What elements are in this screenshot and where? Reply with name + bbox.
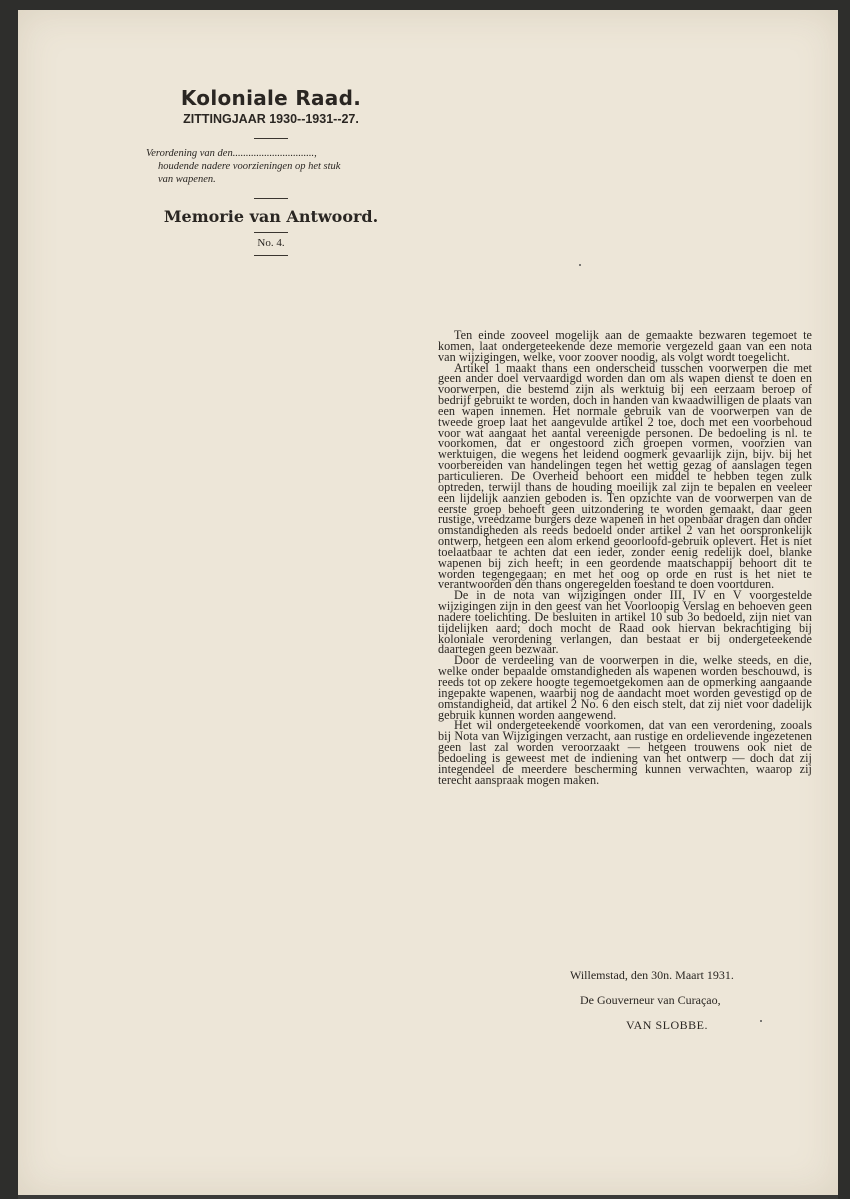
signature-block — [560, 968, 800, 1043]
body-paragraph: Ten einde zooveel mogelijk aan de gemaakte bezwaren tegemoet te komen, laat ondergeteekende deze memorie vergezeld gaan van een nota van wijzigingen, welke, voor zoover noodig, als volgt wordt toegelicht. — [438, 328, 812, 364]
ordinance-line: houdende nadere voorzieningen op het stuk — [158, 161, 341, 172]
scan-border-left — [0, 0, 18, 1199]
council-title: Koloniale Raad. — [180, 86, 362, 110]
body-paragraph: Artikel 1 maakt thans een onderscheid tusschen voorwerpen die met geen ander doel vervaardigd worden dan om als wapen dienst te doen en voorwerpen, die bestemd zijn als werktuig bij een eerzaam beroep of bedrijf gebruikt te worden, doch in handen van kwaadwilligen de plaats van een wapen innemen. Het normale gebruik van de voorwerpen van de tweede groep laat het aangevulde artikel 2 toe, doch met een voorbehoud voor wat aangaat het aantal vereenigde personen. De bedoeling is nl. te voorkomen, dat er ongestoord zich groepen vormen, voorzien van werktuigen, die wegens het leidend oogmerk gevaarlijk zijn, bijv. bij het voorbereiden van handelingen tegen het wettig gezag of aanslagen tegen particulieren. De Overheid behoort een middel te hebben tegen zulk optreden, terwijl thans de houding moeilijk zal zijn te bepalen en veeleer een lijdelijk aanzien geboden is. Ten opzichte van de voorwerpen van de eerste groep behoeft geen uitzondering te worden gemaakt, daar geen rustige, vreedzame burgers deze wapenen in het openbaar dragen dan onder omstandigheden als reeds bedoeld onder artikel 2 van het oorspronkelijk ontwerp, hetgeen een alom erkend geoorloofd-gebruik oplevert. Het is niet toelaatbaar te achten dat een ieder, zonder eenig redelijk doel, blanke wapenen bij zich heeft; in een geordende maatschappij behoort dit te worden tegengegaan; en met het oog op orde en rust is het niet te verantwoorden den thans ongeregelden toestand te doen voortduren. — [438, 360, 812, 592]
ordinance-line: Verordening van den..............................., — [146, 148, 317, 159]
scan-border-top — [0, 0, 850, 10]
paper-speck — [579, 264, 581, 266]
ordinance-description — [146, 147, 402, 186]
body-paragraph: Het wil ondergeteekende voorkomen, dat van een verordening, zooals bij Nota van Wijzigingen verzacht, aan rustige en ordelievende ingezetenen geen last zal worden veroorzaakt — hetgeen trouwens ook niet de bedoeling is geweest met de indiening van het ontwerp — doch dat zij integendeel de meerdere bescherming kunnen verwachten, waarop zij terecht aanspraak mogen maken. — [438, 718, 812, 787]
document-number: No. 4. — [257, 237, 285, 249]
header-divider — [254, 255, 288, 256]
header-divider — [254, 232, 288, 233]
body-paragraph: Door de verdeeling van de voorwerpen in die, welke steeds, en die, welke onder bepaalde omstandigheden als wapenen worden beschouwd, is reeds tot op zekere hoogte tegemoetgekomen aan de opmerking aangaande ingepakte wapenen, waarbij nog de aandacht moet worden gevestigd op de omstandigheid, dat artikel 2 No. 6 den eisch stelt, dat zij niet voor dadelijk gebruik kunnen worden aangewend. — [438, 653, 812, 722]
session-year: ZITTINGJAAR 1930--1931--27. — [183, 112, 359, 126]
header-divider — [254, 138, 288, 139]
signatory-title: De Gouverneur van Curaçao, — [580, 993, 721, 1007]
scan-border-right — [838, 0, 850, 1199]
place-date: Willemstad, den 30n. Maart 1931. — [570, 968, 734, 982]
ordinance-line: van wapenen. — [158, 174, 216, 185]
header-divider — [254, 198, 288, 199]
document-type-heading: Memorie van Antwoord. — [163, 207, 379, 226]
memorandum-body — [438, 330, 812, 785]
document-header — [140, 86, 402, 256]
signatory-name: VAN SLOBBE. — [626, 1018, 708, 1032]
body-paragraph: De in de nota van wijzigingen onder III, IV en V voorgestelde wijzigingen zijn in den geest van het Voorloopig Verslag en behoeven geen nadere toelichting. De besluiten in artikel 10 sub 3o bedoeld, zijn niet van tijdelijken aard; doch mocht de Raad ook hiervan bekrachtiging bij koloniale verordening verlangen, dan bestaat er bij ondergeteekende daartegen geen bezwaar. — [438, 588, 812, 657]
